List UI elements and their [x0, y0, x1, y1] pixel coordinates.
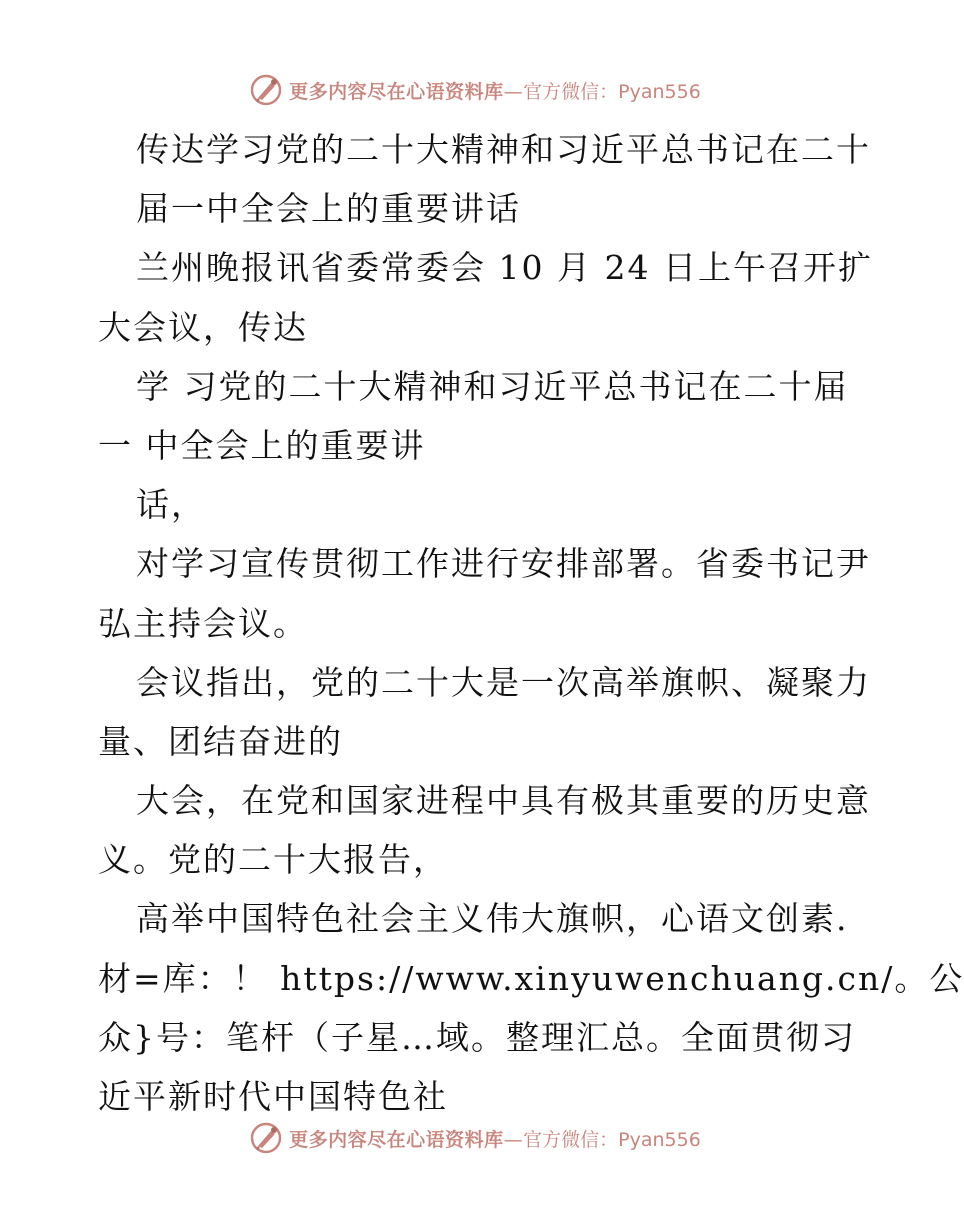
body-line: 兰州晚报讯省委常委会 10 月 24 日上午召开扩	[136, 248, 873, 288]
body-line: 大会议，传达	[98, 307, 308, 347]
body-line: 学 习党的二十大精神和习近平总书记在二十届	[136, 366, 849, 406]
banner-wechat-id: 官方微信：Pyan556	[523, 80, 701, 103]
pen-logo-icon	[249, 1121, 283, 1155]
banner-promo-text	[289, 77, 523, 104]
body-line: 义。党的二十大报告，	[98, 840, 448, 880]
body-line: 对学习宣传贯彻工作进行安排部署。省委书记尹	[136, 544, 871, 584]
body-line: 众}号：笔杆（子星…域。整理汇总。全面贯彻习	[98, 1017, 856, 1057]
footer-banner	[0, 1118, 950, 1158]
body-line: 传达学习党的二十大精神和习近平总书记在二十	[136, 130, 871, 169]
banner-promo-text	[289, 1125, 523, 1152]
body-line: 量、团结奋进的	[98, 721, 343, 761]
banner-separator: —	[503, 1128, 524, 1151]
banner-wechat-id: 官方微信：Pyan556	[523, 1128, 701, 1151]
header-banner	[0, 70, 950, 110]
body-line: 届一中全会上的重要讲话	[136, 189, 521, 229]
banner-promo-label: 更多内容尽在心语资料库	[289, 1128, 504, 1151]
body-line: 话，	[136, 485, 206, 525]
body-line: 会议指出，党的二十大是一次高举旗帜、凝聚力	[136, 662, 871, 702]
body-line: 弘主持会议。	[98, 603, 308, 643]
banner-promo-label: 更多内容尽在心语资料库	[289, 80, 504, 103]
body-line: 近平新时代中国特色社	[98, 1077, 448, 1116]
pen-logo-icon	[249, 73, 283, 107]
body-line: 一 中全会上的重要讲	[98, 425, 426, 465]
banner-separator: —	[503, 80, 524, 103]
document-body	[98, 120, 964, 1126]
body-line: 高举中国特色社会主义伟大旗帜，心语文创素.	[136, 899, 849, 939]
body-line: 材=库：！ https://www.xinyuwenchuang.cn/。公	[98, 958, 964, 998]
body-line: 大会，在党和国家进程中具有极其重要的历史意	[136, 781, 871, 821]
